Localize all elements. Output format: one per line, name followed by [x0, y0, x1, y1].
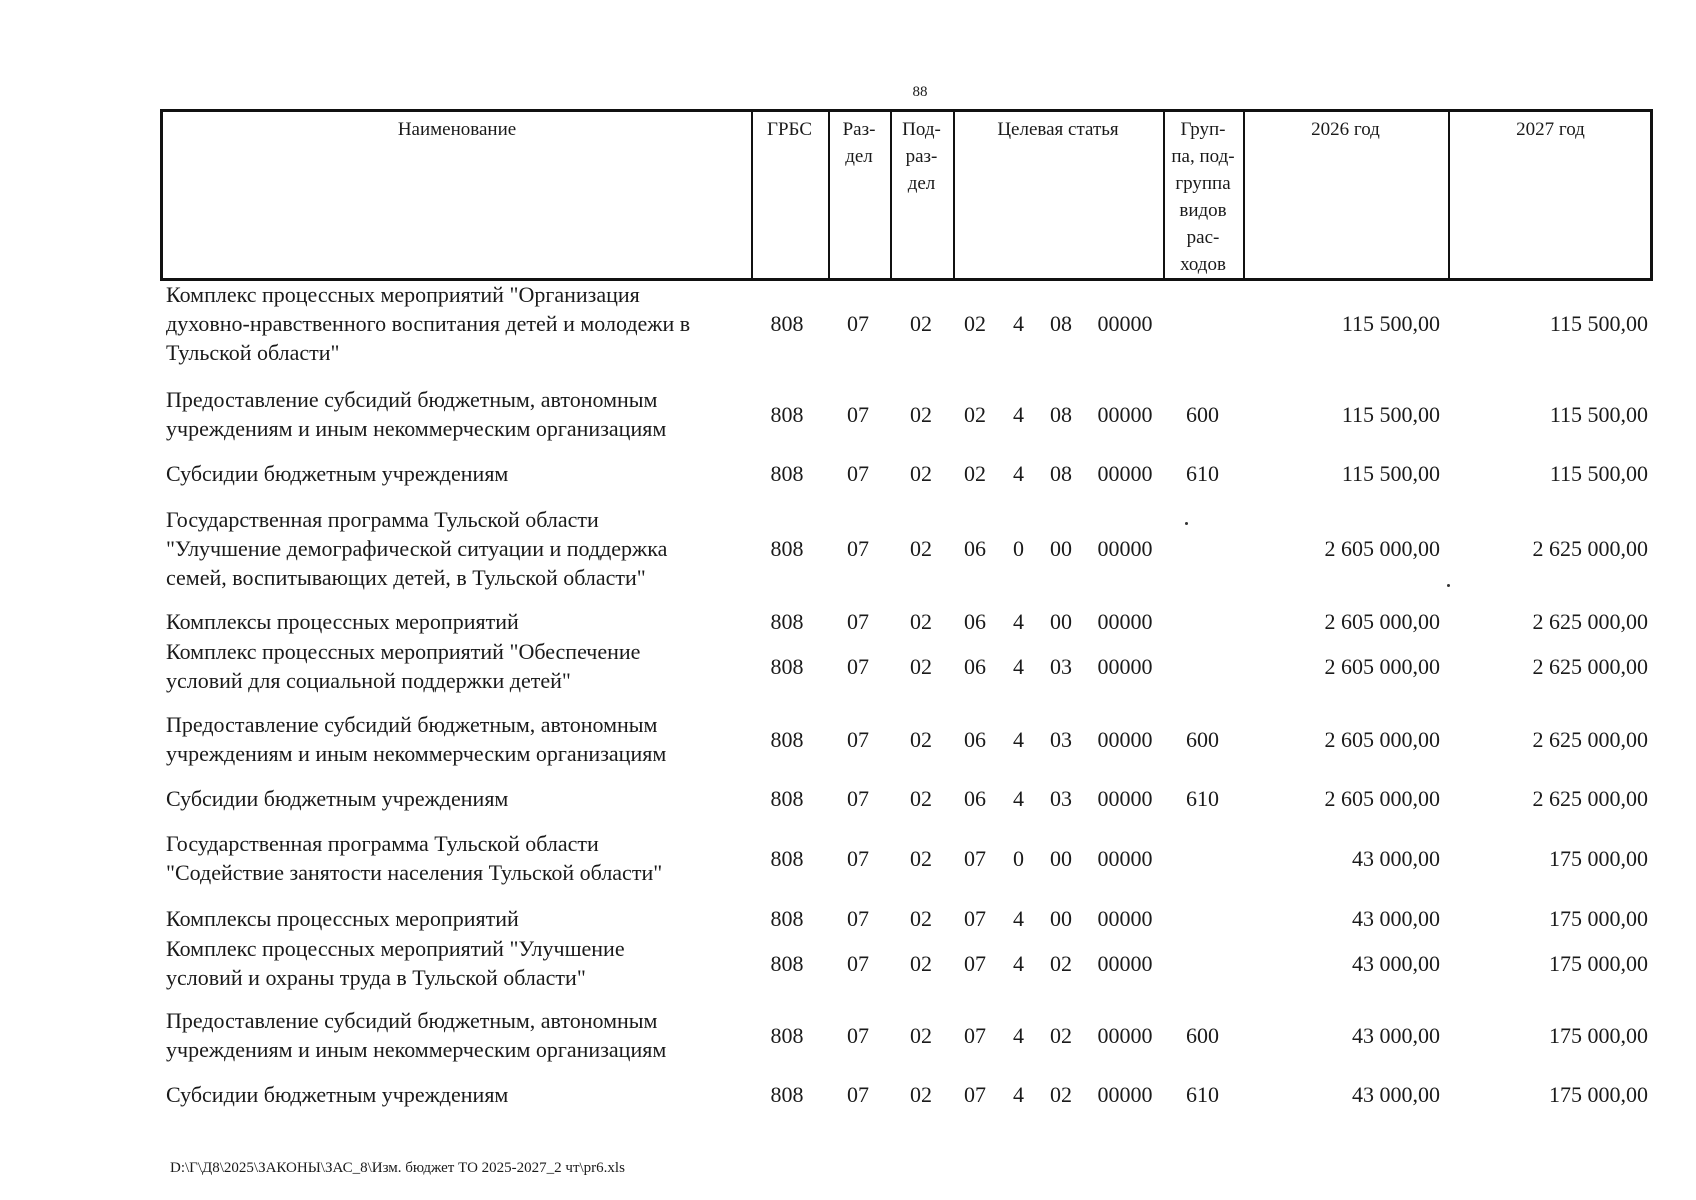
- header-group: [1163, 116, 1243, 278]
- row-name-line: Государственная программа Тульской области: [166, 507, 599, 532]
- header-group-line: ходов: [1180, 254, 1226, 275]
- cell-t4: 00000: [1097, 311, 1153, 336]
- cell-t1: 06: [964, 536, 986, 561]
- cell-v2026: 2 605 000,00: [1324, 726, 1440, 752]
- cell-v2027: 115 500,00: [1549, 401, 1648, 427]
- cell-t3: 08: [1050, 311, 1072, 336]
- cell-t4: 00000: [1097, 401, 1153, 427]
- cell-t3: 00: [1050, 906, 1072, 931]
- cell-vr: 600: [1186, 401, 1219, 427]
- row-name-line: Предоставление субсидий бюджетным, автономным: [166, 387, 658, 412]
- cell-pr: 02: [910, 311, 932, 336]
- cell-t1: 06: [964, 653, 986, 679]
- table-row: [0, 829, 1696, 887]
- row-name-line: Предоставление субсидий бюджетным, автономным: [166, 1008, 658, 1033]
- cell-t4: 00000: [1097, 1082, 1153, 1107]
- cell-t3: 08: [1050, 461, 1072, 486]
- cell-t1: 06: [964, 609, 986, 634]
- scan-speck: [1447, 584, 1450, 587]
- cell-v2026: 43 000,00: [1352, 906, 1440, 931]
- header-grbs: ГРБС: [766, 119, 812, 140]
- row-name: [166, 280, 736, 367]
- file-path-footer: D:\Г\Д8\2025\ЗАКОНЫ\ЗАС_8\Изм. бюджет ТО 2025-2027_2 чт\pr6.xls: [170, 1160, 625, 1176]
- cell-t1: 02: [964, 461, 986, 486]
- cell-rz: 07: [847, 536, 869, 561]
- row-name: [166, 904, 736, 933]
- cell-pr: 02: [910, 906, 932, 931]
- row-name-line: Комплекс процессных мероприятий "Улучшение: [166, 936, 625, 961]
- row-name-line: Тульской области": [166, 340, 340, 365]
- row-name-line: семей, воспитывающих детей, в Тульской области": [166, 565, 646, 590]
- header-podrazdel-line: раз-: [905, 146, 938, 167]
- cell-rz: 07: [847, 1022, 869, 1048]
- row-name-line: учреждениям и иным некоммерческим организациям: [166, 741, 667, 766]
- cell-vr: 600: [1186, 726, 1219, 752]
- cell-t3: 03: [1050, 653, 1072, 679]
- row-name-line: условий для социальной поддержки детей": [166, 668, 571, 693]
- row-name-line: Комплекс процессных мероприятий "Обеспечение: [166, 639, 641, 664]
- cell-grbs: 808: [770, 536, 804, 561]
- cell-t3: 02: [1050, 950, 1072, 976]
- cell-pr: 02: [910, 401, 932, 427]
- cell-t1: 07: [964, 906, 986, 931]
- cell-v2026: 2 605 000,00: [1324, 653, 1440, 679]
- row-name: [166, 829, 736, 887]
- cell-grbs: 808: [770, 906, 804, 931]
- table-row: [0, 1080, 1696, 1109]
- header-year-2026: 2026 год: [1311, 119, 1380, 140]
- cell-t3: 00: [1050, 609, 1072, 634]
- header-razdel-line: Раз-: [842, 119, 876, 140]
- cell-vr: 600: [1186, 1022, 1219, 1048]
- row-name: [166, 459, 736, 488]
- row-name: [166, 505, 736, 592]
- header-razdel: [828, 116, 890, 170]
- cell-grbs: 808: [770, 609, 804, 634]
- cell-t4: 00000: [1097, 653, 1153, 679]
- cell-t1: 07: [964, 1082, 986, 1107]
- cell-t2: 4: [1013, 906, 1024, 931]
- cell-pr: 02: [910, 653, 932, 679]
- table-row: [0, 637, 1696, 695]
- row-name-line: Субсидии бюджетным учреждениям: [166, 1082, 509, 1107]
- cell-pr: 02: [910, 786, 932, 811]
- cell-t4: 00000: [1097, 726, 1153, 752]
- row-name: [166, 784, 736, 813]
- row-name: [166, 637, 736, 695]
- cell-t2: 4: [1013, 726, 1024, 752]
- cell-rz: 07: [847, 461, 869, 486]
- cell-grbs: 808: [770, 311, 804, 336]
- cell-rz: 07: [847, 786, 869, 811]
- cell-t1: 02: [964, 401, 986, 427]
- row-name: [166, 385, 736, 443]
- cell-t1: 06: [964, 726, 986, 752]
- header-group-line: Груп-: [1180, 119, 1226, 140]
- row-name-line: Комплекс процессных мероприятий "Организация: [166, 282, 640, 307]
- header-razdel-line: дел: [845, 146, 873, 167]
- cell-t4: 00000: [1097, 536, 1153, 561]
- cell-grbs: 808: [770, 1022, 804, 1048]
- cell-v2027: 175 000,00: [1549, 845, 1648, 871]
- cell-grbs: 808: [770, 726, 804, 752]
- row-name-line: учреждениям и иным некоммерческим организациям: [166, 1037, 667, 1062]
- cell-v2027: 2 625 000,00: [1532, 726, 1648, 752]
- cell-t1: 07: [964, 845, 986, 871]
- header-podrazdel: [890, 116, 953, 197]
- cell-t3: 00: [1050, 845, 1072, 871]
- cell-vr: 610: [1186, 1082, 1219, 1107]
- table-row: [0, 385, 1696, 443]
- row-name-line: Комплексы процессных мероприятий: [166, 609, 519, 634]
- cell-pr: 02: [910, 461, 932, 486]
- cell-v2027: 175 000,00: [1549, 950, 1648, 976]
- cell-vr: 610: [1186, 461, 1219, 486]
- cell-rz: 07: [847, 653, 869, 679]
- cell-t3: 08: [1050, 401, 1072, 427]
- cell-v2027: 2 625 000,00: [1532, 609, 1648, 634]
- cell-v2026: 2 605 000,00: [1324, 786, 1440, 811]
- cell-v2026: 2 605 000,00: [1324, 609, 1440, 634]
- table-row: [0, 505, 1696, 592]
- row-name-line: учреждениям и иным некоммерческим организациям: [166, 416, 667, 441]
- cell-pr: 02: [910, 1022, 932, 1048]
- cell-v2027: 175 000,00: [1549, 906, 1648, 931]
- row-name-line: "Содействие занятости населения Тульской области": [166, 860, 663, 885]
- cell-v2026: 43 000,00: [1352, 1082, 1440, 1107]
- cell-t4: 00000: [1097, 950, 1153, 976]
- cell-v2026: 43 000,00: [1352, 1022, 1440, 1048]
- cell-t3: 00: [1050, 536, 1072, 561]
- cell-rz: 07: [847, 906, 869, 931]
- cell-grbs: 808: [770, 461, 804, 486]
- header-group-line: рас-: [1186, 227, 1220, 248]
- cell-t2: 4: [1013, 461, 1024, 486]
- table-row: [0, 710, 1696, 768]
- table-row: [0, 459, 1696, 488]
- row-name: [166, 934, 736, 992]
- table-row: [0, 784, 1696, 813]
- cell-v2026: 43 000,00: [1352, 845, 1440, 871]
- cell-t2: 4: [1013, 786, 1024, 811]
- cell-rz: 07: [847, 609, 869, 634]
- cell-rz: 07: [847, 401, 869, 427]
- cell-t4: 00000: [1097, 845, 1153, 871]
- cell-t3: 03: [1050, 786, 1072, 811]
- row-name-line: духовно-нравственного воспитания детей и молодежи в: [166, 311, 691, 336]
- cell-t2: 4: [1013, 609, 1024, 634]
- cell-t4: 00000: [1097, 461, 1153, 486]
- cell-t2: 4: [1013, 1022, 1024, 1048]
- cell-v2027: 2 625 000,00: [1532, 786, 1648, 811]
- table-row: [0, 1006, 1696, 1064]
- cell-rz: 07: [847, 311, 869, 336]
- cell-v2027: 175 000,00: [1549, 1082, 1648, 1107]
- cell-t2: 4: [1013, 311, 1024, 336]
- header-group-line: видов: [1179, 200, 1227, 221]
- cell-vr: 610: [1186, 786, 1219, 811]
- cell-pr: 02: [910, 536, 932, 561]
- cell-pr: 02: [910, 726, 932, 752]
- cell-t4: 00000: [1097, 786, 1153, 811]
- header-target: Целевая статья: [997, 119, 1119, 140]
- cell-t4: 00000: [1097, 1022, 1153, 1048]
- table-row: [0, 280, 1696, 367]
- row-name: [166, 607, 736, 636]
- header-name: Наименование: [397, 119, 517, 140]
- cell-pr: 02: [910, 845, 932, 871]
- table-row: [0, 607, 1696, 636]
- cell-t4: 00000: [1097, 609, 1153, 634]
- cell-t4: 00000: [1097, 906, 1153, 931]
- cell-t2: 4: [1013, 653, 1024, 679]
- table-row: [0, 904, 1696, 933]
- cell-grbs: 808: [770, 653, 804, 679]
- cell-t2: 0: [1013, 845, 1024, 871]
- row-name: [166, 1006, 736, 1064]
- row-name-line: Комплексы процессных мероприятий: [166, 906, 519, 931]
- row-name-line: "Улучшение демографической ситуации и поддержка: [166, 536, 668, 561]
- cell-grbs: 808: [770, 1082, 804, 1107]
- row-name-line: условий и охраны труда в Тульской области": [166, 965, 586, 990]
- cell-t1: 02: [964, 311, 986, 336]
- cell-v2026: 115 500,00: [1341, 401, 1440, 427]
- cell-grbs: 808: [770, 845, 804, 871]
- cell-t1: 07: [964, 950, 986, 976]
- table-header: [160, 109, 1653, 281]
- table-row: [0, 934, 1696, 992]
- header-year-2027: 2027 год: [1516, 119, 1585, 140]
- cell-t2: 0: [1013, 536, 1024, 561]
- cell-v2027: 175 000,00: [1549, 1022, 1648, 1048]
- cell-rz: 07: [847, 1082, 869, 1107]
- header-podrazdel-line: дел: [907, 173, 936, 194]
- cell-pr: 02: [910, 609, 932, 634]
- header-group-line: группа: [1175, 173, 1231, 194]
- cell-grbs: 808: [770, 401, 804, 427]
- cell-t1: 07: [964, 1022, 986, 1048]
- cell-pr: 02: [910, 950, 932, 976]
- cell-pr: 02: [910, 1082, 932, 1107]
- cell-t3: 02: [1050, 1082, 1072, 1107]
- row-name-line: Субсидии бюджетным учреждениям: [166, 786, 509, 811]
- cell-t2: 4: [1013, 1082, 1024, 1107]
- row-name-line: Предоставление субсидий бюджетным, автономным: [166, 712, 658, 737]
- row-name: [166, 1080, 736, 1109]
- cell-v2027: 2 625 000,00: [1532, 536, 1648, 561]
- cell-t2: 4: [1013, 401, 1024, 427]
- cell-t1: 06: [964, 786, 986, 811]
- cell-grbs: 808: [770, 786, 804, 811]
- header-podrazdel-line: Под-: [902, 119, 941, 140]
- cell-grbs: 808: [770, 950, 804, 976]
- row-name-line: Субсидии бюджетным учреждениям: [166, 461, 509, 486]
- cell-rz: 07: [847, 845, 869, 871]
- page-number: 88: [912, 84, 928, 100]
- cell-rz: 07: [847, 726, 869, 752]
- cell-rz: 07: [847, 950, 869, 976]
- cell-v2026: 2 605 000,00: [1324, 536, 1440, 561]
- cell-v2027: 115 500,00: [1549, 461, 1648, 486]
- cell-v2026: 115 500,00: [1341, 461, 1440, 486]
- cell-v2027: 115 500,00: [1549, 311, 1648, 336]
- cell-v2026: 115 500,00: [1341, 311, 1440, 336]
- cell-t3: 03: [1050, 726, 1072, 752]
- scan-speck: [1185, 522, 1188, 525]
- row-name-line: Государственная программа Тульской области: [166, 831, 599, 856]
- header-group-line: па, под-: [1171, 146, 1235, 167]
- cell-t2: 4: [1013, 950, 1024, 976]
- cell-t3: 02: [1050, 1022, 1072, 1048]
- cell-v2027: 2 625 000,00: [1532, 653, 1648, 679]
- cell-v2026: 43 000,00: [1352, 950, 1440, 976]
- row-name: [166, 710, 736, 768]
